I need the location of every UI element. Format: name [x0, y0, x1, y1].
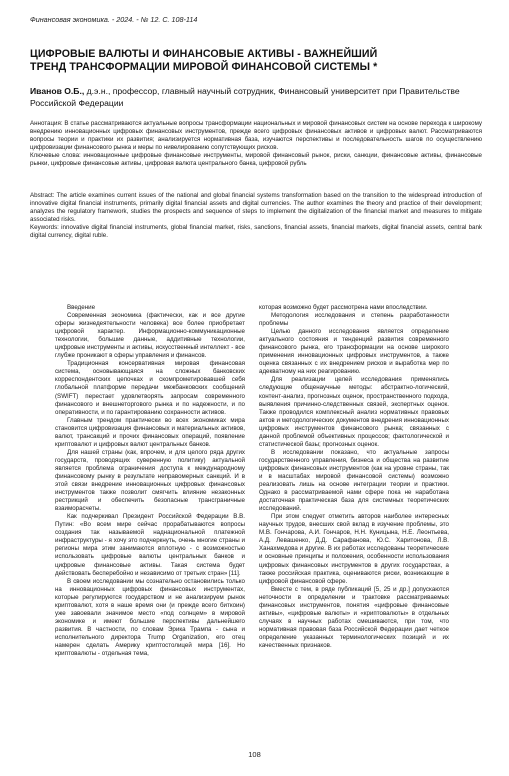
paragraph: При этом следует отметить авторов наиболее интересных научных трудов, внесших свой вклад в изучение проблемы, это М.В. Гончарова, А.И. Гончаров, Н.Н. Куницына, Н.Е. Леонтьева, А.Д. Левашенко, Д.Д. Сарафанова, Ю.С. Харитонова, Л.В. Ханахмедова и другие. В их работах исследованы теоретические и основные принципы и положения, особенности использования цифровых финансовых инструментов в других государствах, а также российская практика, оцениваются риски, возникающие в цифровой финансовой сфере.: [259, 513, 449, 585]
paragraph: Главным трендом практически во всех экономиках мира становится цифровизация финансовых и материальных активов, валют, трансакций и прочих финансовых операций, появление криптовалют и цифровых валют центральных банков.: [55, 416, 245, 448]
abstract-ru-text: Аннотация: В статье рассматриваются актуальные вопросы трансформации национальных и мировой финансовых систем на основе перехода к широкому внедрению инновационных цифровых финансовых инструментов, прежде всего цифровых финансовых активов и цифровых валют. Рассматриваются вопросы теории и практики их развития; анализируется нормативная база, изучаются перспективы и последовательность шагов по осуществлению цифровизации финансового рынка и меры по нивелированию сопутствующих рисков.: [30, 120, 482, 152]
journal-header: Финансовая экономика. - 2024. - № 12. С. 108-114: [30, 15, 198, 24]
body-right-column: [259, 304, 449, 650]
paragraph-continued: которая возможно будет рассмотрена нами впоследствии.: [259, 304, 428, 311]
keywords-en: Keywords: innovative digital financial instruments, global financial market, risks, sanctions, financial assets, financial markets, digital financial assets, central bank digital currency, digital ruble.: [30, 224, 482, 240]
body-left-column: [55, 304, 245, 658]
section-heading-introduction: Введение: [67, 304, 96, 311]
paragraph: Для реализации целей исследования применялись следующие общенаучные методы: абстрактно-логический, контент-анализ, прогнозных оценок, пространственного подхода, выявления причинно-следственных связей, экспертных оценок. Также проводился комплексный анализ нормативных правовых актов и методологических документов внедрения инновационных цифровых инструментов финансового рынка; связанных с данной проблемой объективных процессов; фактологической и статистической базы; прогнозных оценок.: [259, 376, 449, 448]
paragraph: Для нашей страны (как, впрочем, и для целого ряда других государств, проводящих суверенную политику) актуальной является проблема ограничения доступа к международному финансовому рынку в результате неправомерных санкций. И в этой связи внедрение инновационных цифровых финансовых инструментов также позволит смягчить влияние незаконных рестрикций и обеспечить безопасные трансграничные взаиморасчеты.: [55, 448, 245, 513]
paragraph: Современная экономика (фактически, как и все другие сферы жизнедеятельности человека) все более приобретает цифровой характер. Информационно-коммуникационные технологии, большие данные, аддитивные технологии, цифровые инструменты и активы, искусственный интеллект - все глубже проникают в сферы управления и финансов.: [55, 312, 245, 360]
article-title: [30, 48, 485, 74]
page-number: 108: [248, 750, 261, 759]
title-line-2: ТРЕНД ТРАНСФОРМАЦИИ МИРОВОЙ ФИНАНСОВОЙ СИСТЕМЫ *: [30, 61, 378, 73]
abstract-en-text: Abstract: The article examines current issues of the national and global financial systems transformation based on the transition to the widespread introduction of innovative digital financial instruments, primarily digital financial assets and digital currencies. The author examines the theory and practice of their development; analyzes the regulatory framework, studies the prospects and sequence of steps to implement the digitalization of the financial market and measures to mitigate associated risks.: [30, 192, 482, 224]
keywords-ru: Ключевые слова: инновационные цифровые финансовые инструменты, мировой финансовый рынок, риски, санкции, финансовые активы, финансовые рынки, цифровые финансовые активы, цифровая валюта центрального банка, цифровой рубль: [30, 152, 482, 168]
paragraph: В исследовании показано, что актуальные запросы государственного управления, бизнеса и общества на развитие цифровых финансовых инструментов (как на уровне страны, так и в масштабах мировой финансовой системы) возможно реализовать лишь на основе интеграции теории и практики. Однако в рассматриваемой нами сфере пока не наработана достаточная практическая база для системных теоретических исследований.: [259, 448, 449, 513]
paragraph: Целью данного исследования является определение актуального состояния и тенденций развития современного финансового рынка, его трансформации на основе широкого применения инновационных цифровых инструментов, а также оценка связанных с их внедрением рисков и выработка мер по адекватному на них реагированию.: [259, 328, 449, 376]
paragraph: Традиционная консервативная мировая финансовая система, основывающаяся на сложных банковских корреспондентских цепочках и скомпрометировавшей себя глобальной платформе передачи межбанковских сообщений (SWIFT) перестает удовлетворять запросам современного финансового и внешнеторгового рынка и по надежности, и по оперативности, и по гарантированию сохранности активов.: [55, 360, 245, 416]
author-block: [30, 86, 485, 109]
abstract-ru: [30, 120, 482, 169]
paragraph: Вместе с тем, в ряде публикаций [5, 25 и др.] допускаются неточности в определении и трактовке рассматриваемых финансовых инструментов, понятия «цифровые финансовые активы», «цифровые валюты» и «криптовалюты» в отдельных случаях в научных работах смешиваются, при том, что нормативная правовая база Российской Федерации дает четкое определение указанных терминологических позиций и их качественных признаков.: [259, 585, 449, 649]
abstract-en: [30, 192, 482, 241]
author-affiliation: д.э.н., профессор, главный научный сотрудник, Финансовый университет при Правительстве Российской Федерации: [30, 86, 460, 108]
paragraph: В своем исследовании мы сознательно остановились только на инновационных цифровых финансовых инструментах, которые регулируются государством и не анализируем рынок криптовалют, хотя в наше время они (и прежде всего биткоин) уже завоевали значимое место «под солнцем» в мировой экономике и имеют большие перспективы дальнейшего развития. В частности, по словам Эрика Трампа - сына и исполнительного директора Trump Organization, его отец намерен сделать Америку криптостолицей мира [16]. Но криптовалюты - отдельная тема,: [55, 577, 245, 658]
title-line-1: ЦИФРОВЫЕ ВАЛЮТЫ И ФИНАНСОВЫЕ АКТИВЫ - ВАЖНЕЙШИЙ: [30, 48, 378, 60]
paragraph: Как подчеркивал Президент Российской Федерации В.В. Путин: «Во всем мире сейчас прорабатываются вопросы создания так называемой наднациональной платежной инфраструктуры - я хочу это подчеркнуть, очень многие страны и регионы мира этим занимаются вплотную - с возможностью использовать цифровые валюты центральных банков и цифровые финансовые активы. Такая система будет действовать бесперебойно и независимо от третьих стран» [11].: [55, 513, 245, 577]
section-heading-methodology: Методология исследования и степень разработанности проблемы: [259, 312, 449, 328]
author-name: Иванов О.Б.,: [30, 86, 85, 96]
